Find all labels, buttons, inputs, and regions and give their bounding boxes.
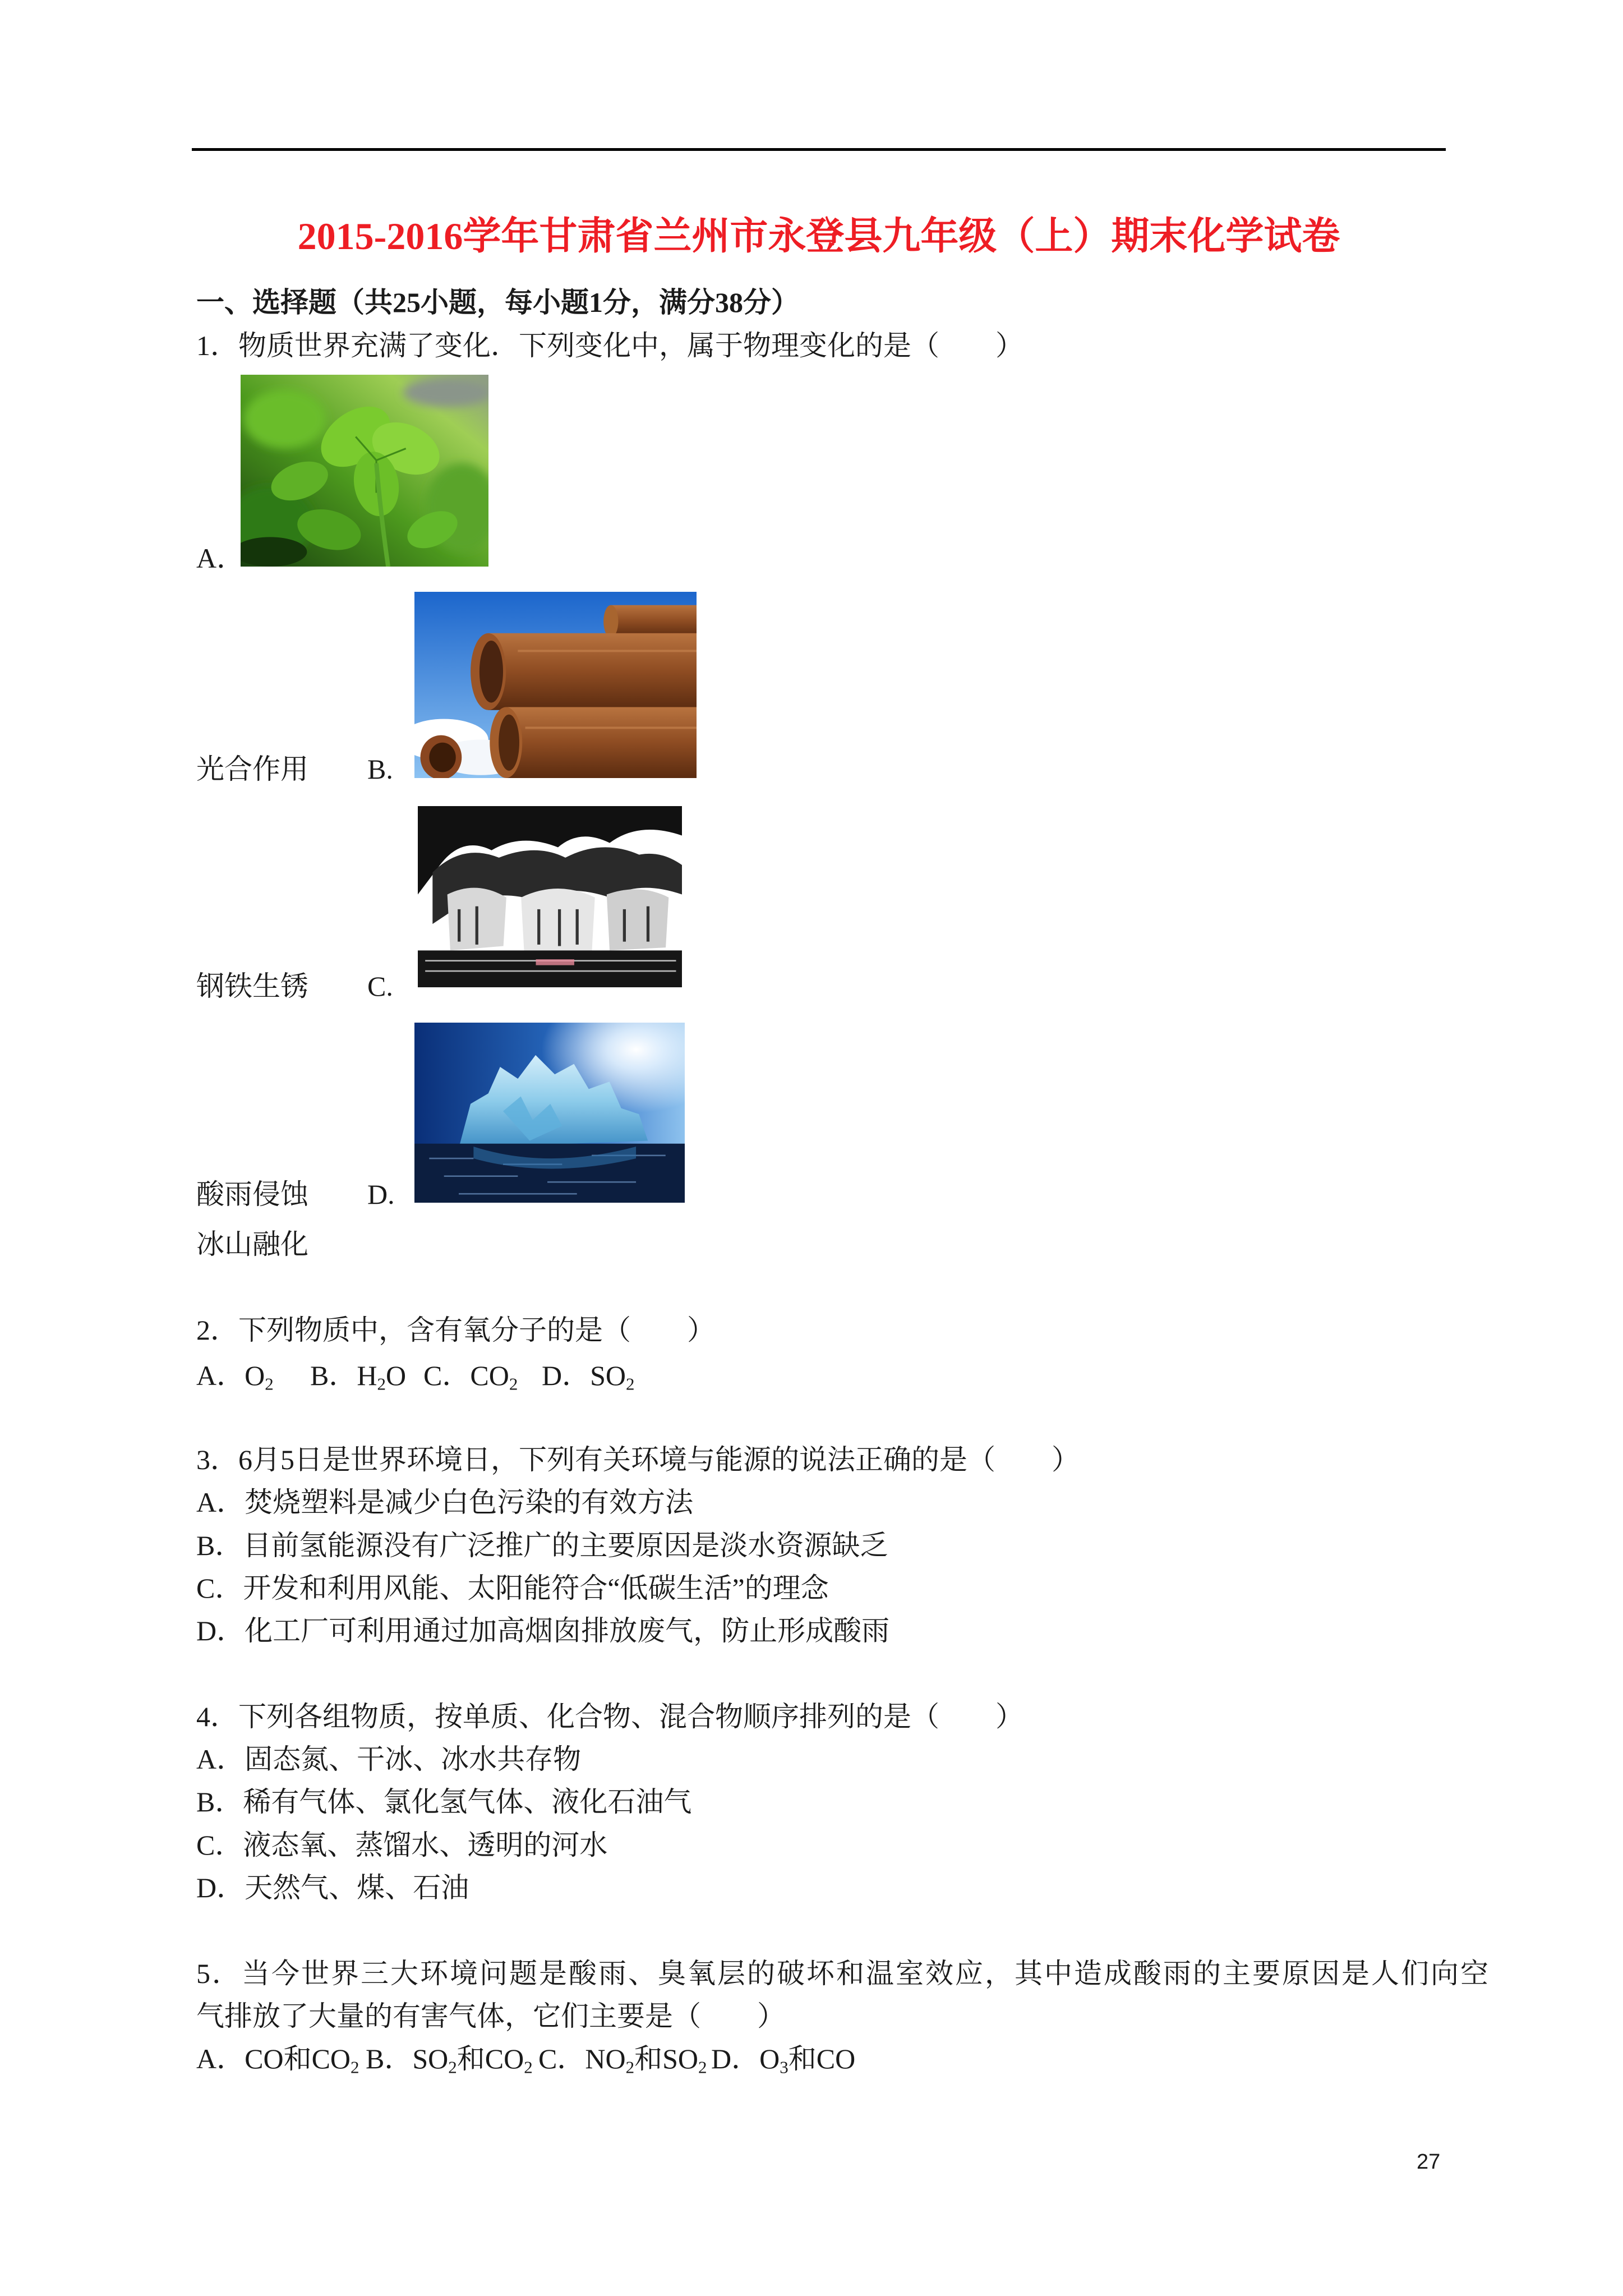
q3-option-b-label: B． bbox=[196, 1530, 243, 1561]
page-title: 2015-2016学年甘肃省兰州市永登县九年级（上）期末化学试卷 bbox=[297, 215, 1340, 257]
q5-option-b-label: B． bbox=[366, 2043, 413, 2074]
q1-option-d-photo bbox=[414, 1023, 685, 1203]
q2-option-c-subscript: 2 bbox=[509, 1374, 518, 1394]
q1-option-a-text: 光合作用 bbox=[196, 753, 308, 785]
q4-option-c-text: 液态氧、蒸馏水、透明的河水 bbox=[243, 1829, 608, 1861]
q3-option-a-label: A． bbox=[196, 1487, 245, 1518]
q5-option-a-subscript: 2 bbox=[351, 2057, 359, 2077]
q3-option-c-label: C． bbox=[196, 1572, 243, 1604]
q5-stem-line-2: 气排放了大量的有害气体，它们主要是（ ） bbox=[196, 2000, 785, 2032]
q2-stem: 2．下列物质中，含有氧分子的是（ ） bbox=[196, 1314, 715, 1346]
page-number: 27 bbox=[1417, 2150, 1441, 2174]
q3-option-d bbox=[196, 1617, 889, 1645]
q1-option-c-photo bbox=[418, 806, 682, 987]
q2-option-a-subscript: 2 bbox=[265, 1374, 274, 1394]
q2-option-d bbox=[542, 1360, 635, 1394]
q5-option-c-label: C． bbox=[538, 2043, 585, 2074]
q5-option-d-formula: O bbox=[759, 2043, 780, 2074]
q1-option-d-text: 冰山融化 bbox=[196, 1228, 308, 1260]
q1-option-b-photo bbox=[414, 592, 697, 778]
q5-option-c-formula: NO bbox=[585, 2043, 626, 2074]
q2-option-b-subscript: 2 bbox=[377, 1374, 386, 1394]
q3-option-a-text: 焚烧塑料是减少白色污染的有效方法 bbox=[245, 1487, 694, 1518]
q3-option-b-text: 目前氢能源没有广泛推广的主要原因是淡水资源缺乏 bbox=[243, 1530, 888, 1561]
q4-option-b bbox=[196, 1788, 691, 1816]
q3-option-d-label: D． bbox=[196, 1615, 245, 1646]
q2-option-d-formula: SO bbox=[590, 1360, 626, 1391]
q5-option-c-subscript: 2 bbox=[625, 2057, 635, 2077]
q2-option-b bbox=[310, 1360, 407, 1394]
q2-option-a bbox=[196, 1360, 274, 1394]
q3-option-c-text: 开发和利用风能、太阳能符合“低碳生活”的理念 bbox=[243, 1572, 829, 1604]
q3-option-d-text: 化工厂可利用通过加高烟囱排放废气，防止形成酸雨 bbox=[245, 1615, 890, 1646]
q2-option-c-formula: CO bbox=[470, 1360, 509, 1391]
q2-option-a-formula: O bbox=[245, 1360, 265, 1391]
q4-option-d bbox=[196, 1874, 469, 1902]
q5-option-b-subscript: 2 bbox=[448, 2057, 457, 2077]
q2-option-c-label: C． bbox=[423, 1360, 471, 1391]
q5-option-a bbox=[196, 2043, 359, 2077]
q4-option-c bbox=[196, 1831, 607, 1859]
q5-option-a-label: A． bbox=[196, 2043, 245, 2074]
q5-option-c-formula-2: 和SO bbox=[634, 2043, 698, 2074]
q3-option-b bbox=[196, 1531, 888, 1559]
q4-option-a bbox=[196, 1745, 581, 1773]
q2-option-d-subscript: 2 bbox=[626, 1374, 635, 1394]
q5-option-d-subscript: 3 bbox=[780, 2057, 789, 2077]
q4-option-c-label: C． bbox=[196, 1829, 243, 1861]
q5-option-d-label: D． bbox=[711, 2043, 760, 2074]
q4-option-d-label: D． bbox=[196, 1872, 245, 1903]
q5-option-c bbox=[538, 2043, 707, 2077]
q1-stem: 1．物质世界充满了变化．下列变化中，属于物理变化的是（ ） bbox=[196, 330, 1023, 361]
q5-option-b-formula-2: 和CO bbox=[457, 2043, 524, 2074]
q4-option-d-text: 天然气、煤、石油 bbox=[245, 1872, 469, 1903]
q2-option-b-formula-tail: O bbox=[385, 1360, 407, 1391]
section-heading: 一、选择题（共25小题，每小题1分，满分38分） bbox=[196, 287, 799, 318]
q4-option-a-label: A． bbox=[196, 1743, 245, 1775]
q4-option-b-label: B． bbox=[196, 1786, 243, 1818]
q5-option-b-subscript-2: 2 bbox=[524, 2057, 533, 2077]
q2-option-c bbox=[423, 1360, 518, 1394]
q5-option-b-formula: SO bbox=[412, 2043, 449, 2074]
header-rule bbox=[192, 148, 1446, 151]
q5-option-d bbox=[711, 2043, 856, 2077]
q3-option-a bbox=[196, 1488, 693, 1516]
q5-option-a-formula: CO和CO bbox=[245, 2043, 351, 2074]
q1-option-c-label: C. bbox=[367, 970, 393, 1002]
q5-option-d-formula-2: 和CO bbox=[788, 2043, 856, 2074]
q2-option-b-formula: H bbox=[357, 1360, 377, 1391]
q1-option-a-label: A． bbox=[196, 542, 245, 574]
q3-option-c bbox=[196, 1574, 829, 1602]
q5-option-c-subscript-2: 2 bbox=[698, 2057, 707, 2077]
q1-option-d-label: D. bbox=[367, 1179, 395, 1210]
q4-option-b-text: 稀有气体、氯化氢气体、液化石油气 bbox=[243, 1786, 692, 1818]
q5-stem-line-1: 5．当今世界三大环境问题是酸雨、臭氧层的破坏和温室效应，其中造成酸雨的主要原因是人们向空 bbox=[196, 1958, 1490, 1989]
q2-option-d-label: D． bbox=[542, 1360, 591, 1391]
q1-option-a-photo bbox=[241, 375, 488, 567]
q5-option-b bbox=[366, 2043, 533, 2077]
q1-option-b-text: 钢铁生锈 bbox=[196, 970, 308, 1002]
q1-option-b-label: B. bbox=[367, 753, 393, 785]
q4-stem: 4．下列各组物质，按单质、化合物、混合物顺序排列的是（ ） bbox=[196, 1701, 1023, 1732]
q2-option-b-label: B． bbox=[310, 1360, 357, 1391]
q3-stem: 3．6月5日是世界环境日，下列有关环境与能源的说法正确的是（ ） bbox=[196, 1444, 1080, 1475]
q2-option-a-label: A． bbox=[196, 1360, 245, 1391]
q1-option-c-text: 酸雨侵蚀 bbox=[196, 1179, 308, 1210]
q4-option-a-text: 固态氮、干冰、冰水共存物 bbox=[245, 1743, 582, 1775]
